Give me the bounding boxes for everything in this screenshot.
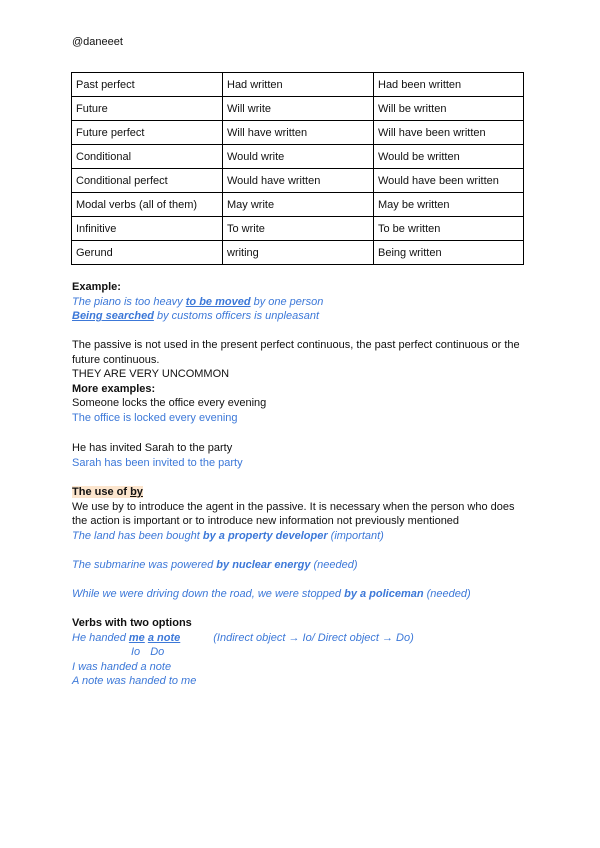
active-form-cell: May write [223,193,374,217]
tense-table [71,72,524,265]
tense-row [72,121,524,145]
option-1: I was handed a note [72,660,172,673]
active-form-cell: Had written [223,73,374,97]
more-example-1: Someone locks the office every evening [72,397,267,410]
passive-note-line-1: The passive is not used in the present perfect continuous, the past perfect continuous or the [72,339,520,351]
active-form-cell: To write [223,217,374,241]
passive-note-line-3: THEY ARE VERY UNCOMMON [72,368,230,381]
by-example-2: The submarine was powered by nuclear energy (needed) [72,559,358,571]
two-options-heading: Verbs with two options [72,617,192,629]
tense-name-cell: Future perfect [72,121,223,145]
passive-note-section [72,338,542,426]
tense-row [72,241,524,265]
more-example-2: He has invited Sarah to the party [72,442,233,454]
use-of-by-heading: The use of by [72,486,143,498]
author-handle: @daneeet [72,36,123,48]
by-example-2-section [72,558,542,573]
passive-form-cell: Will have been written [374,121,524,145]
example-section [72,280,532,324]
passive-form-cell: To be written [374,217,524,241]
tense-row [72,169,524,193]
tense-row [72,97,524,121]
active-form-cell: Would have written [223,169,374,193]
example-sentence-2: Being searched by customs officers is unpleasant [72,310,319,323]
object-labels: Io Do [131,646,165,659]
indirect-object: me [128,631,145,644]
more-example-1-passive: The office is locked every evening [72,411,238,424]
tense-row [72,217,524,241]
passive-form-cell: Had been written [374,73,524,97]
example-key-1: to be moved [185,295,251,308]
example-sentence-1: The piano is too heavy to be moved by one person [72,295,324,308]
example-heading: Example: [72,281,121,293]
active-form-cell: writing [223,241,374,265]
passive-form-cell: May be written [374,193,524,217]
passive-form-cell: Being written [374,241,524,265]
use-of-by-section [72,485,542,543]
tense-name-cell: Conditional [72,145,223,169]
more-example-2-section [72,441,532,470]
tense-name-cell: Conditional perfect [72,169,223,193]
more-examples-heading: More examples: [72,382,156,395]
tense-row [72,193,524,217]
tense-name-cell: Future [72,97,223,121]
two-options-section [72,616,542,689]
use-of-by-line-2: the action is important or to introduce new information not previously mentioned [72,515,460,528]
direct-object: a note [147,631,181,644]
tense-row [72,73,524,97]
use-of-by-line-1: We use by to introduce the agent in the passive. It is necessary when the person who does [72,500,515,513]
active-form-cell: Would write [223,145,374,169]
active-form-cell: Will write [223,97,374,121]
active-form-cell: Will have written [223,121,374,145]
passive-note-line-2: future continuous. [72,353,160,366]
tense-row [72,145,524,169]
tense-name-cell: Past perfect [72,73,223,97]
by-example-3-section [72,587,542,602]
option-2: A note was handed to me [72,675,197,688]
tense-name-cell: Infinitive [72,217,223,241]
passive-form-cell: Will be written [374,97,524,121]
two-options-sentence: He handed me a note (Indirect object → Io/ Direct object → Do) [72,631,414,644]
example-key-2: Being searched [72,310,154,323]
more-example-2-passive: Sarah has been invited to the party [72,456,243,469]
passive-form-cell: Would be written [374,145,524,169]
passive-form-cell: Would have been written [374,169,524,193]
by-example-1: The land has been bought by a property developer (important) [72,529,384,542]
by-example-3: While we were driving down the road, we were stopped by a policeman (needed) [72,588,471,600]
tense-name-cell: Gerund [72,241,223,265]
tense-name-cell: Modal verbs (all of them) [72,193,223,217]
object-legend: (Indirect object → Io/ Direct object → Do) [213,631,414,644]
